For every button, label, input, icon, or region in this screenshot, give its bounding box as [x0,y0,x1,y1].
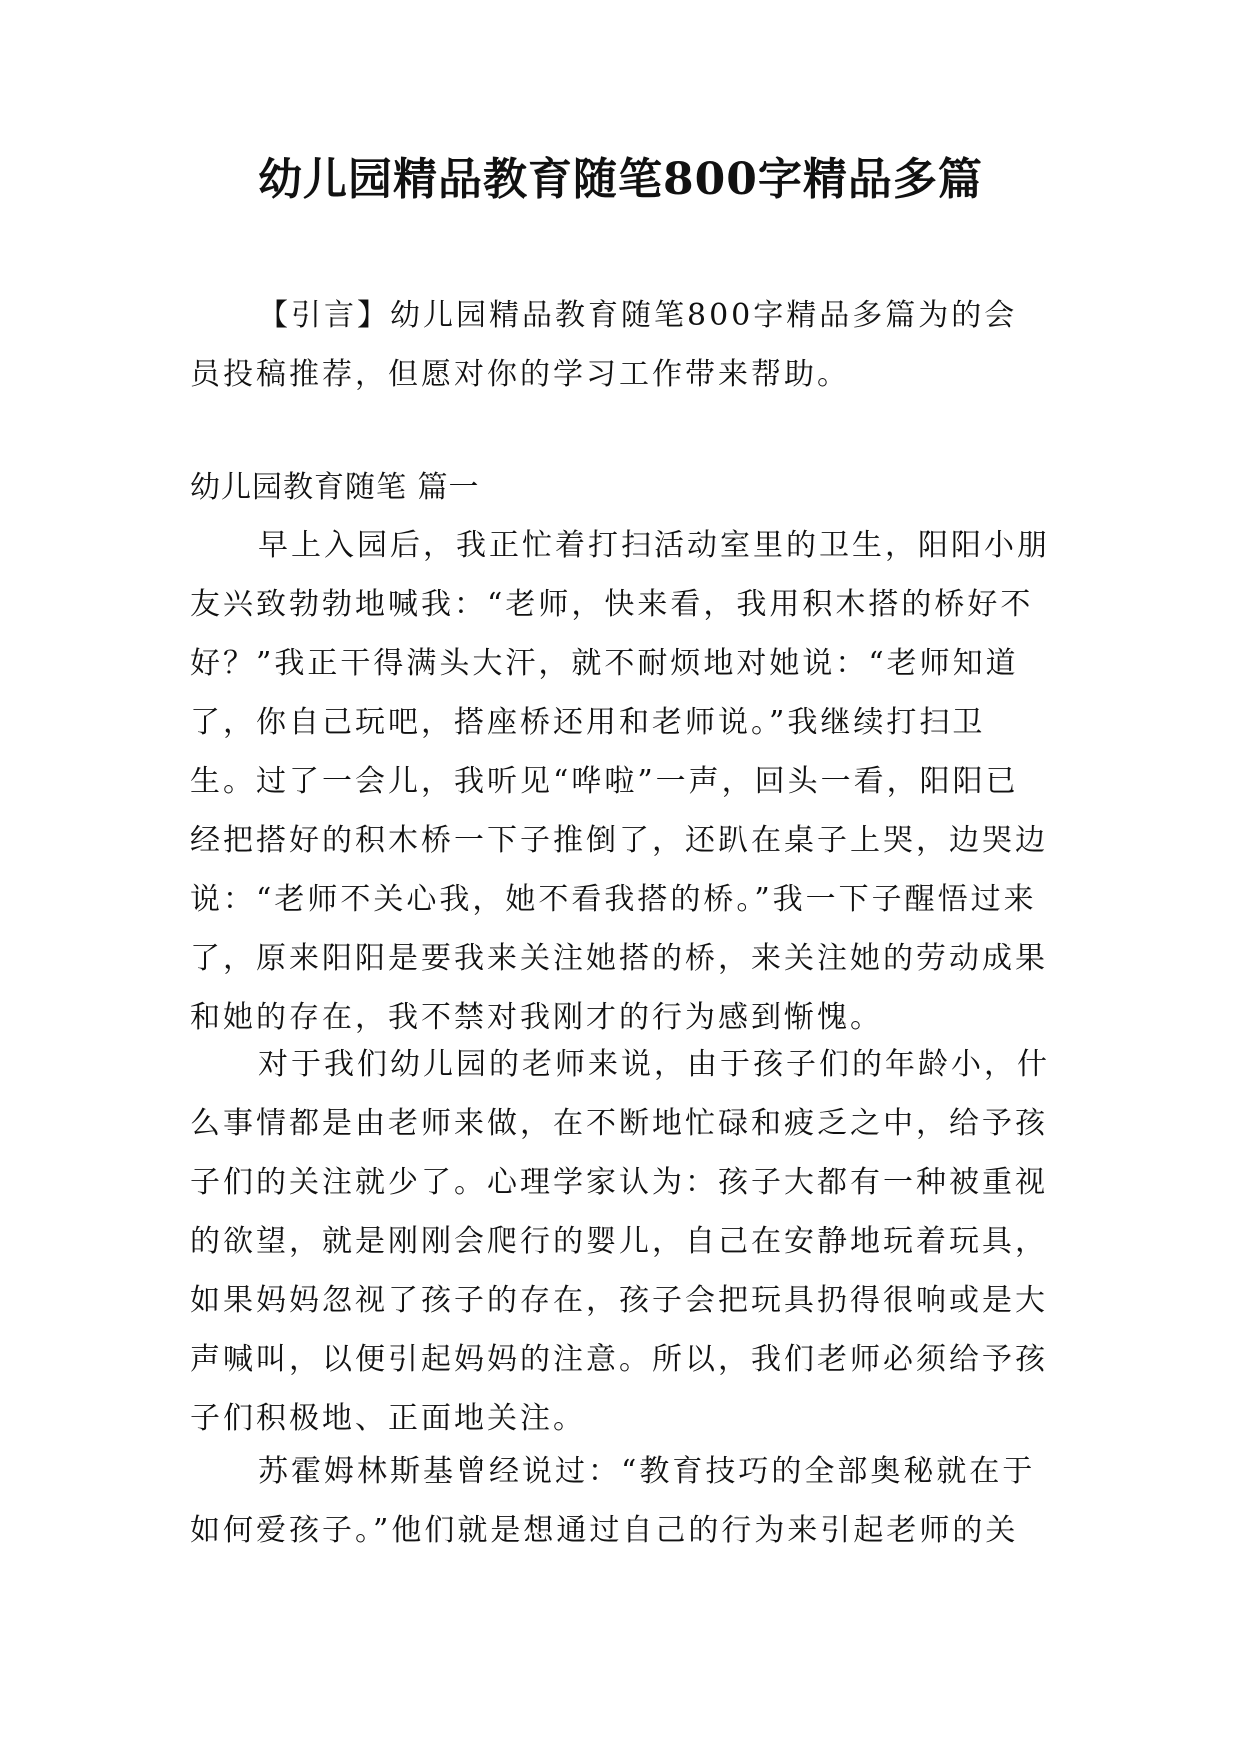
body-paragraph-2: 对于我们幼儿园的老师来说，由于孩子们的年龄小，什么事情都是由老师来做，在不断地忙碌和疲乏之中，给予孩子们的关注就少了。心理学家认为：孩子大都有一种被重视的欲望，就是刚刚会爬行的婴儿，自己在安静地玩着玩具，如果妈妈忽视了孩子的存在，孩子会把玩具扔得很响或是大声喊叫，以便引起妈妈的注意。所以，我们老师必须给予孩子们积极地、正面地关注。 [190,1047,1050,1436]
intro-paragraph: 【引言】幼儿园精品教育随笔800字精品多篇为的会员投稿推荐，但愿对你的学习工作带来帮助。 [190,298,1018,392]
body-paragraph-3: 苏霍姆林斯基曾经说过：“教育技巧的全部奥秘就在于如何爱孩子。”他们就是想通过自己的行为来引起老师的关 [190,1454,1036,1548]
body-paragraph-1: 早上入园后，我正忙着打扫活动室里的卫生，阳阳小朋友兴致勃勃地喊我：“老师，快来看，我用积木搭的桥好不好？”我正干得满头大汗，就不耐烦地对她说：“老师知道了，你自己玩吧，搭座桥还用和老师说。”我继续打扫卫生。过了一会儿，我听见“哗啦”一声，回头一看，阳阳已经把搭好的积木桥一下子推倒了，还趴在桌子上哭，边哭边说：“老师不关心我，她不看我搭的桥。”我一下子醒悟过来了，原来阳阳是要我来关注她搭的桥，来关注她的劳动成果和她的存在，我不禁对我刚才的行为感到惭愧。 [190,528,1050,1035]
section-heading: 幼儿园教育随笔 篇一 [190,470,480,505]
document-title: 幼儿园精品教育随笔800字精品多篇 [258,154,983,205]
